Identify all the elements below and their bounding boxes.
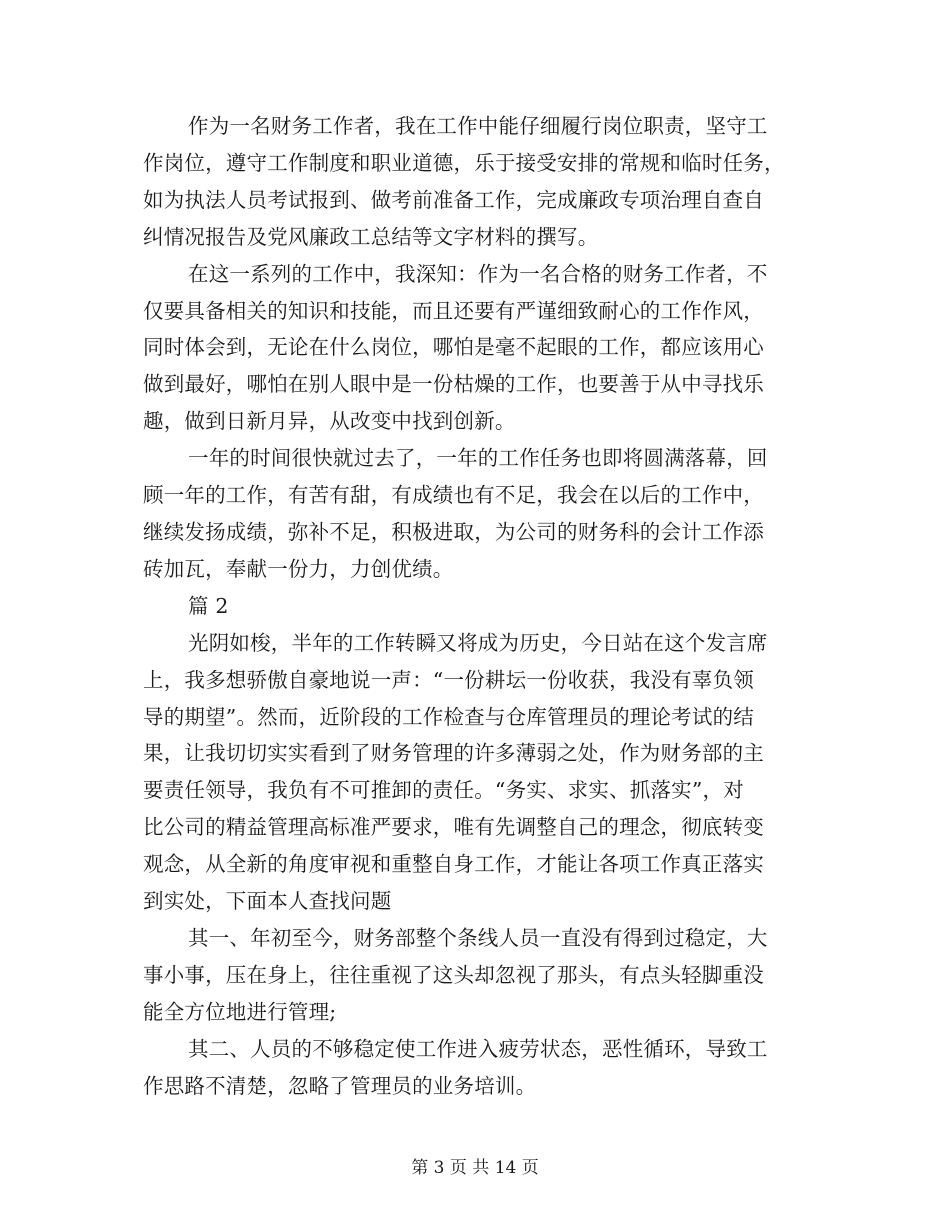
text-line: 比公司的精益管理高标准严要求，唯有先调整自己的理念，彻底转变 (143, 815, 764, 840)
text-line: 在这一系列的工作中，我深知：作为一名合格的财务工作者，不 (188, 261, 768, 286)
paragraph-4 (143, 625, 813, 920)
text-line: 要责任领导，我负有不可推卸的责任。“务实、求实、抓落实”，对 (143, 778, 744, 803)
text-line: 继续发扬成绩，弥补不足，积极进取，为公司的财务科的会计工作添 (143, 519, 764, 544)
text-line: 仅要具备相关的知识和技能，而且还要有严谨细致耐心的工作作风， (143, 298, 764, 323)
paragraph-2 (143, 256, 813, 441)
paragraph-1 (143, 108, 813, 256)
text-line: 作思路不清楚，忽略了管理员的业务培训。 (143, 1073, 537, 1098)
text-line: 作为一名财务工作者，我在工作中能仔细履行岗位职责，坚守工 (188, 114, 768, 138)
section-heading (143, 588, 813, 625)
text-line: 光阴如梭，半年的工作转瞬又将成为历史，今日站在这个发言席 (188, 630, 768, 655)
text-line: 其二、人员的不够稳定使工作进入疲劳状态，恶性循环，导致工 (188, 1036, 768, 1061)
text-line: 上，我多想骄傲自豪地说一声：“一份耕坛一份收获，我没有辜负领 (143, 667, 754, 692)
paragraph-3 (143, 440, 813, 588)
text-line: 能全方位地进行管理; (143, 999, 337, 1024)
text-line: 做到最好，哪怕在别人眼中是一份枯燥的工作，也要善于从中寻找乐 (143, 372, 764, 397)
text-line: 同时体会到，无论在什么岗位，哪怕是毫不起眼的工作，都应该用心 (143, 335, 764, 360)
text-line: 导的期望”。然而，近阶段的工作检查与仓库管理员的理论考试的结 (143, 704, 754, 729)
text-line: 果，让我切切实实看到了财务管理的许多薄弱之处，作为财务部的主 (143, 741, 764, 766)
paragraph-5 (143, 920, 813, 1031)
text-line: 如为执法人员考试报到、做考前准备工作，完成廉政专项治理自查自 (143, 187, 764, 212)
text-line: 趣，做到日新月异，从改变中找到创新。 (143, 409, 516, 434)
text-line: 作岗位，遵守工作制度和职业道德，乐于接受安排的常规和临时任务， (143, 150, 785, 175)
text-line: 观念，从全新的角度审视和重整自身工作，才能让各项工作真正落实 (143, 852, 764, 877)
document-body (143, 108, 813, 1104)
text-line: 事小事，压在身上，往往重视了这头却忽视了那头，有点头轻脚重没 (143, 962, 764, 987)
text-line: 砖加瓦，奉献一份力，力创优绩。 (143, 556, 454, 581)
page-number-footer: 第 3 页 共 14 页 (411, 1158, 539, 1178)
text-line: 其一、年初至今，财务部整个条线人员一直没有得到过稳定，大 (188, 925, 768, 950)
text-line: 到实处，下面本人查找问题 (143, 889, 392, 914)
section-title: 篇 2 (188, 593, 229, 618)
text-line: 顾一年的工作，有苦有甜，有成绩也有不足，我会在以后的工作中， (143, 483, 764, 508)
paragraph-6 (143, 1031, 813, 1105)
text-line: 一年的时间很快就过去了，一年的工作任务也即将圆满落幕，回 (188, 446, 768, 471)
text-line: 纠情况报告及党风廉政工总结等文字材料的撰写。 (143, 224, 599, 249)
